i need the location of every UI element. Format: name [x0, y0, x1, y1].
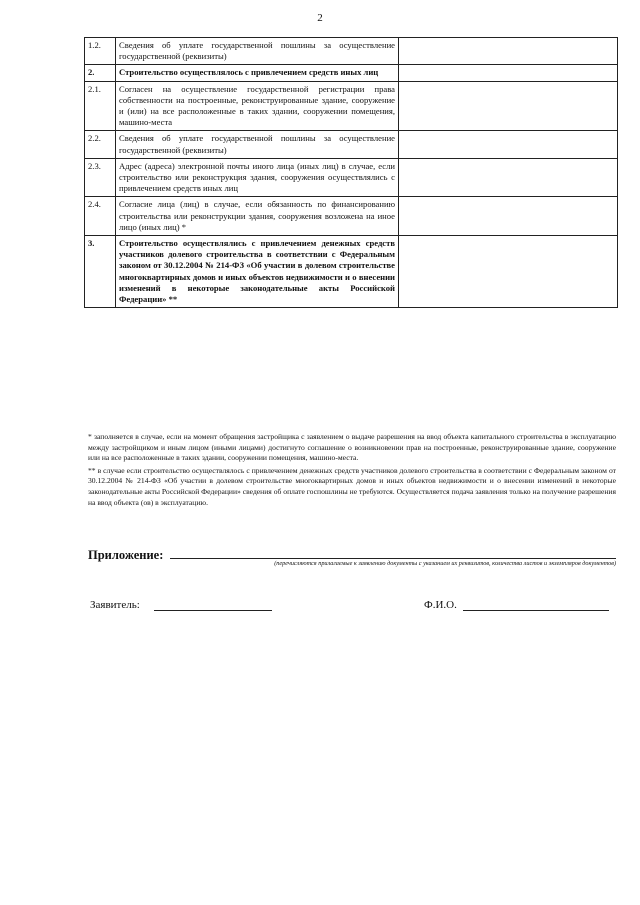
form-table: [84, 37, 618, 308]
table-row: [85, 38, 618, 65]
row-description: Адрес (адреса) электронной почты иного лица (иных лиц) в случае, если строительство или реконструкция здания, сооружения осуществлялись с привлечением средств иных лиц: [116, 158, 399, 197]
footnote-single-asterisk: * заполняется в случае, если на момент обращения застройщика с заявлением о выдаче разрешения на ввод объекта капитального строительства в эксплуатацию между застройщиком и иным лицом (иными лицами) достигнуто соглашение о возникновении прав на построенные, реконструированные здание, сооружение или на все расположенные в таких здании, сооружении помещения, машино-места.: [88, 432, 616, 463]
row-description: Строительство осуществлялись с привлечением денежных средств участников долевого строительства в соответствии с Федеральным законом от 30.12.2004 № 214-ФЗ «Об участии в долевом строительстве многоквартирных домов и иных объектов недвижимости и о внесении изменений в некоторые законодательные акты Российской Федерации» **: [116, 236, 399, 308]
fio-signature: [424, 599, 609, 611]
table-row: [85, 197, 618, 236]
table-row: [85, 65, 618, 81]
row-answer-field[interactable]: [399, 236, 618, 308]
table-row: [85, 131, 618, 158]
row-answer-field[interactable]: [399, 197, 618, 236]
row-answer-field[interactable]: [399, 131, 618, 158]
applicant-label: Заявитель:: [90, 599, 140, 611]
page-number: 2: [317, 12, 323, 24]
row-number: 3.: [85, 236, 116, 308]
row-number: 2.1.: [85, 81, 116, 131]
table-row: [85, 236, 618, 308]
table-row: [85, 158, 618, 197]
appendix-title: Приложение:: [88, 548, 164, 562]
row-answer-field[interactable]: [399, 65, 618, 81]
row-answer-field[interactable]: [399, 158, 618, 197]
row-number: 2.3.: [85, 158, 116, 197]
fio-line[interactable]: [463, 600, 609, 611]
table-body: [85, 38, 618, 308]
row-description: Сведения об уплате государственной пошлины за осуществление государственной (реквизиты): [116, 131, 399, 158]
row-answer-field[interactable]: [399, 38, 618, 65]
fio-label: Ф.И.О.: [424, 599, 457, 611]
row-description: Согласен на осуществление государственной регистрации права собственности на построенные, реконструированные здание, сооружение и (или) на все расположенные в таких здании, сооружении помещения, машино-места: [116, 81, 399, 131]
row-description: Строительство осуществлялось с привлечением средств иных лиц: [116, 65, 399, 81]
footnotes: [88, 432, 616, 510]
table-row: [85, 81, 618, 131]
row-description: Согласие лица (лиц) в случае, если обязанность по финансированию строительства или реконструкции здания, сооружения возложена на иное лицо (иных лиц) *: [116, 197, 399, 236]
row-answer-field[interactable]: [399, 81, 618, 131]
appendix-fill-line[interactable]: [170, 558, 616, 559]
footnote-double-asterisk: ** в случае если строительство осуществлялось с привлечением денежных средств участников долевого строительства в соответствии с Федеральным законом от 30.12.2004 № 214-ФЗ «Об участии в долевом строительстве многоквартирных домов и иных объектов недвижимости и о внесении изменений в некоторые законодательные акты Российской Федерации» сведения об оплате госпошлины не требуются. Осуществляется подача заявления только на получение разрешения на ввод объекта (ов) в эксплуатацию.: [88, 465, 616, 507]
row-number: 2.2.: [85, 131, 116, 158]
row-number: 1.2.: [85, 38, 116, 65]
row-description: Сведения об уплате государственной пошлины за осуществление государственной (реквизиты): [116, 38, 399, 65]
row-number: 2.: [85, 65, 116, 81]
row-number: 2.4.: [85, 197, 116, 236]
applicant-signature: [90, 599, 272, 611]
appendix-hint: (перечисляются прилагаемые к заявлению документы с указанием их реквизитов, количества листов и экземпляров документов): [274, 560, 616, 567]
applicant-signature-line[interactable]: [154, 600, 272, 611]
appendix-section: [88, 546, 616, 567]
